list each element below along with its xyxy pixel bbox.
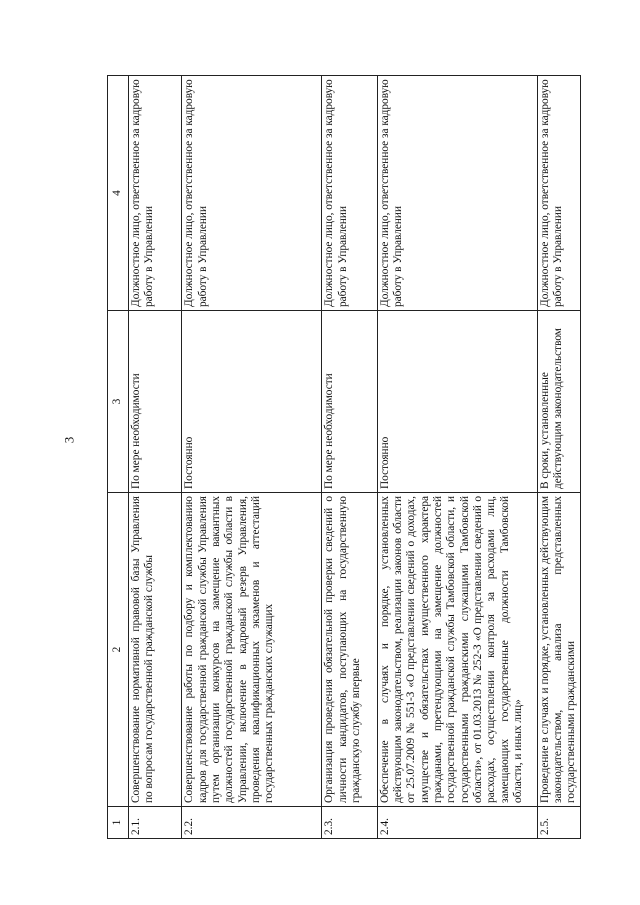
row-term: Постоянно [377,311,537,493]
measures-table-container [107,75,581,839]
header-col-4: 4 [108,76,129,311]
row-number: 2.5. [537,807,580,839]
header-col-3: 3 [108,311,129,493]
row-responsible: Должностное лицо, ответственное за кадровую работу в Управлении [129,76,182,311]
row-responsible: Должностное лицо, ответственное за кадровую работу в Управлении [537,76,580,311]
table-row [129,76,182,839]
header-col-2: 2 [108,493,129,807]
header-col-1: 1 [108,807,129,839]
row-responsible: Должностное лицо, ответственное за кадровую работу в Управлении [377,76,537,311]
page-number: 3 [61,436,77,444]
table-row [322,76,377,839]
row-activity: Совершенствование нормативной правовой базы Управления по вопросам государственной гражданской службы [129,493,182,807]
row-term: По мере необходимости [129,311,182,493]
table-row [182,76,322,839]
row-activity: Совершенствование работы по подбору и комплектованию кадров для государственной гражданской службы Управления путем организации конкурсов на замещение вакантных должностей государственной гражданской службы области в Управлении, включение в кадровый резерв Управления, проведения квалификационных экзаменов и аттестаций государственных гражданских служащих [182,493,322,807]
row-number: 2.1. [129,807,182,839]
table-header-row [108,76,129,839]
row-responsible: Должностное лицо, ответственное за кадровую работу в Управлении [322,76,377,311]
row-number: 2.3. [322,807,377,839]
row-activity: Обеспечение в случаях и порядке, установленных действующим законодательством, реализации законов области от 25.07.2009 № 551-З «О представлении сведений о доходах, имуществе и обязательствах имущественного характера гражданами, претендующими на замещение должностей государственной гражданской службы Тамбовской области, и государственными гражданскими служащими Тамбовской области», от 01.03.2013 № 252-З «О представлении сведений о расходах, осуществлении контроля за расходами лиц, замещающих государственные должности Тамбовской области, и иных лиц» [377,493,537,807]
measures-table [107,75,581,839]
row-number: 2.4. [377,807,537,839]
row-term: По мере необходимости [322,311,377,493]
row-activity: Организация проведения обязательной проверки сведений о личности кандидатов, поступающих на государственную гражданскую службу впервые [322,493,377,807]
row-number: 2.2. [182,807,322,839]
table-row [377,76,537,839]
row-term: Постоянно [182,311,322,493]
row-activity: Проведение в случаях и порядке, установленных действующим законодательством, анализа представленных государственными гражданскими [537,493,580,807]
row-term: В сроки, установленные действующим законодательством [537,311,580,493]
table-row [537,76,580,839]
row-responsible: Должностное лицо, ответственное за кадровую работу в Управлении [182,76,322,311]
